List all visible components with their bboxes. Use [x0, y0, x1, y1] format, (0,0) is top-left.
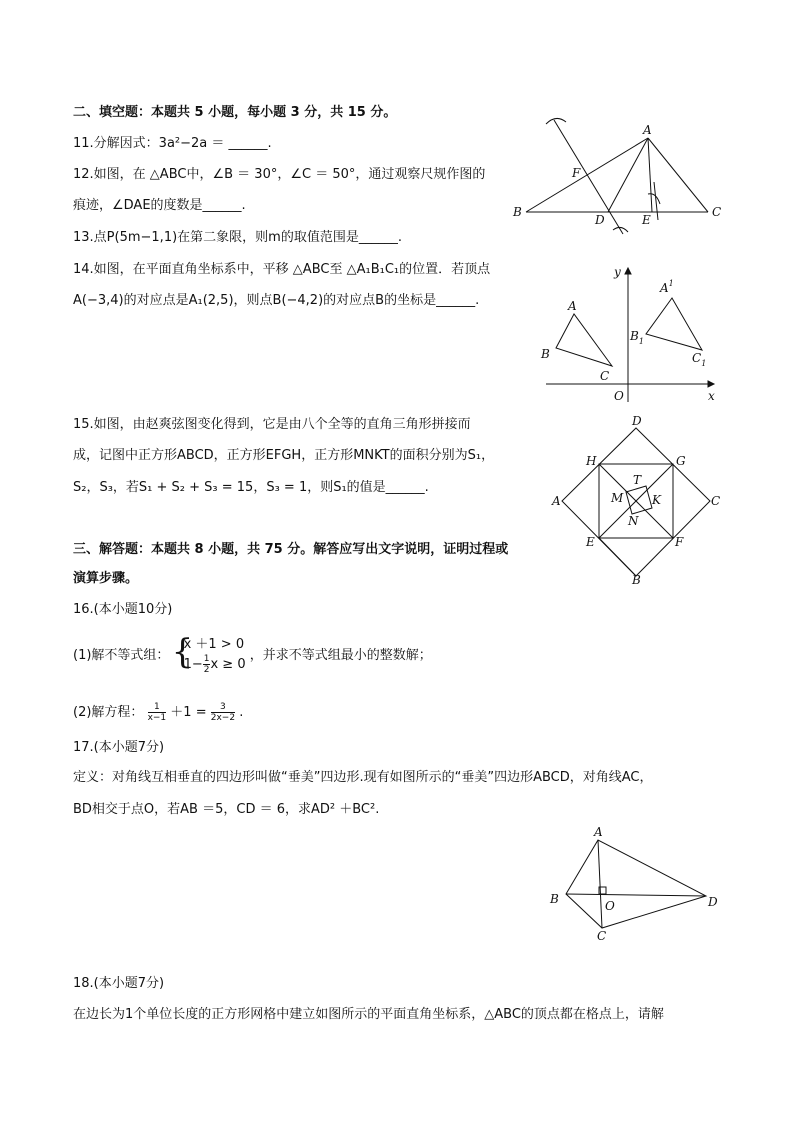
label-c: C [712, 205, 722, 219]
q16-p1-tail: ，并求不等式组最小的整数解； [249, 648, 432, 663]
label-f: F [572, 166, 581, 180]
construction-arc [648, 194, 660, 204]
label-t: T [633, 473, 642, 487]
side-ac [648, 138, 708, 212]
label-e: E [586, 535, 595, 549]
triangle-abc [556, 314, 612, 366]
label-b1: $B_1$ [630, 329, 644, 346]
question-15-line3: S₂，S₃，若S₁ + S₂ + S₃ = 15，S₃ = 1，则S₁的值是______. [73, 480, 429, 495]
y-arrow-icon [625, 268, 631, 274]
inequality-system [174, 636, 246, 675]
q16-p2-label: (2)解方程： [73, 705, 144, 720]
half-num: 1 [203, 654, 210, 664]
square-mnkt [626, 486, 652, 514]
label-m: M [611, 491, 624, 505]
label-a1: $A^1$ [660, 279, 674, 295]
label-b: B [550, 892, 559, 906]
x-arrow-icon [708, 381, 714, 387]
figure-14-coordinates [536, 262, 722, 404]
question-16-part2 [73, 700, 243, 726]
fraction-1-den: x−1 [147, 713, 167, 723]
question-17-line1: 定义：对角线互相垂直的四边形叫做“垂美”四边形.现有如图所示的“垂美”四边形ABCD，对角线AC， [73, 770, 653, 785]
question-12-line2: 痕迹，∠DAE的度数是______. [73, 198, 246, 213]
triangle-a1b1c1 [646, 298, 702, 350]
segment-ad [608, 138, 648, 212]
label-y: y [614, 265, 621, 279]
question-14-line1: 14.如图，在平面直角坐标系中，平移 △ABC至 △A₁B₁C₁的位置．若顶点 [73, 262, 491, 277]
label-origin: O [614, 389, 624, 403]
figure-15-zhao-shuang [548, 412, 726, 588]
segment-ae [648, 138, 652, 212]
label-b: B [632, 573, 641, 587]
label-c: C [600, 369, 610, 383]
fraction-2-den: 2x−2 [210, 713, 236, 723]
label-b: B [513, 205, 522, 219]
section3-heading-line1: 三、解答题：本题共 8 小题，共 75 分。解答应写出文字说明，证明过程或 [73, 542, 509, 557]
label-c: C [711, 494, 721, 508]
label-h: H [586, 454, 597, 468]
label-d: D [595, 213, 605, 227]
section3-heading-line2: 演算步骤。 [73, 571, 139, 586]
q16-p2-tail: . [239, 705, 244, 720]
label-x: x [708, 389, 715, 403]
question-17-title: 17.(本小题7分) [73, 740, 165, 755]
square-abcd [562, 428, 710, 576]
q16-p1-label: (1)解不等式组： [73, 648, 170, 663]
inequality-2 [184, 654, 246, 675]
question-12-line1: 12.如图，在 △ABC中，∠B ＝ 30°，∠C ＝ 50°，通过观察尺规作图的 [73, 167, 486, 182]
label-o: O [605, 899, 615, 913]
label-c1: $C_1$ [692, 351, 707, 368]
label-f: F [675, 535, 684, 549]
label-n: N [628, 514, 639, 528]
label-g: G [676, 454, 686, 468]
label-e: E [642, 213, 651, 227]
label-d: D [708, 895, 718, 909]
label-a: A [643, 123, 652, 137]
question-14-line2: A(−3,4)的对应点是A₁(2,5)，则点B(−4,2)的对应点B的坐标是______. [73, 293, 480, 308]
question-18-line1: 在边长为1个单位长度的正方形网格中建立如图所示的平面直角坐标系，△ABC的顶点都在格点上，请解 [73, 1007, 664, 1022]
edge-eb [599, 538, 636, 576]
question-16-part1 [73, 636, 432, 676]
question-13: 13.点P(5m−1,1)在第二象限，则m的取值范围是______. [73, 230, 402, 245]
label-a: A [552, 494, 561, 508]
label-k: K [652, 493, 661, 507]
quadrilateral-abcd [566, 840, 706, 928]
ineq2-pre: 1− [183, 657, 203, 672]
label-a: A [568, 299, 577, 313]
section2-heading: 二、填空题：本题共 5 小题，每小题 3 分，共 15 分。 [73, 105, 397, 120]
label-b: B [541, 347, 550, 361]
question-16-title: 16.(本小题10分) [73, 602, 173, 617]
inequality-1: { x ＋1 > 0 [183, 637, 245, 652]
construction-arc [654, 182, 658, 220]
diagonal-ac [598, 840, 602, 928]
label-d: D [632, 414, 642, 428]
question-15-line2: 成，记图中正方形ABCD，正方形EFGH，正方形MNKT的面积分别为S₁， [73, 448, 495, 463]
question-15-line1: 15.如图，由赵爽弦图变化得到，它是由八个全等的直角三角形拼接而 [73, 417, 471, 432]
diagonal-bd [566, 894, 706, 896]
fraction-1-num: 1 [148, 702, 167, 713]
label-c: C [597, 929, 607, 943]
label-a: A [594, 825, 603, 839]
fraction-1 [148, 702, 167, 723]
q16-p2-mid: ＋1 = [170, 705, 207, 720]
figure-12-triangle [508, 112, 730, 242]
fraction-2 [211, 702, 235, 723]
fraction-2-num: 3 [211, 702, 235, 713]
question-17-line2: BD相交于点O，若AB ＝5，CD ＝ 6，求AD² ＋BC². [73, 802, 380, 817]
figure-17-quadrilateral [546, 822, 726, 944]
perpendicular-bisector [554, 120, 623, 234]
question-18-title: 18.(本小题7分) [73, 976, 165, 991]
ineq2-post: x ≥ 0 [210, 657, 246, 672]
question-11: 11.分解因式：3a²−2a ＝ ______. [73, 136, 272, 151]
half-den: 2 [203, 665, 210, 675]
